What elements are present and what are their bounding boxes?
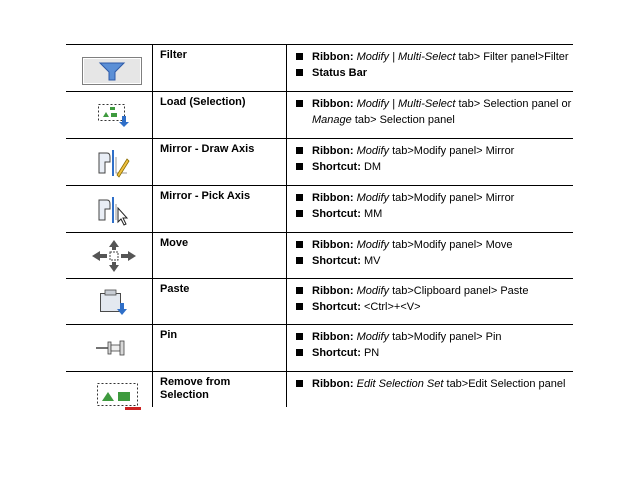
- remove-from-selection-icon: [66, 372, 152, 407]
- move-icon: [66, 233, 152, 278]
- command-locations: [294, 143, 574, 175]
- command-name: Filter: [160, 49, 187, 61]
- ribbon-bullet: Ribbon: Edit Selection Set tab>Edit Selection panel: [294, 376, 574, 392]
- ribbon-bullet: Ribbon: Modify tab>Clipboard panel> Paste: [294, 283, 574, 299]
- table-row-move: [66, 232, 573, 278]
- command-name: Mirror - Draw Axis: [160, 143, 255, 155]
- command-name: Mirror - Pick Axis: [160, 190, 251, 202]
- shortcut-bullet: Shortcut: PN: [294, 345, 574, 361]
- table-row-remove-from-selection: [66, 371, 573, 407]
- command-name: Pin: [160, 329, 178, 341]
- table-row-filter: [66, 44, 573, 91]
- table-row-load-selection: [66, 91, 573, 138]
- command-name: Move: [160, 237, 189, 249]
- ribbon-bullet: Ribbon: Modify tab>Modify panel> Pin: [294, 329, 574, 345]
- pin-icon: [66, 325, 152, 371]
- shortcut-bullet: Shortcut: DM: [294, 159, 574, 175]
- filter-icon: [66, 45, 152, 91]
- shortcut-bullet: Shortcut: MV: [294, 253, 574, 269]
- table-row-mirror-pick-axis: [66, 185, 573, 232]
- command-name: Load (Selection): [160, 96, 246, 108]
- shortcut-bullet: Shortcut: MM: [294, 206, 574, 222]
- command-locations: [294, 190, 574, 222]
- status-bar-bullet: Status Bar: [294, 65, 574, 81]
- ribbon-bullet: Ribbon: Modify tab>Modify panel> Mirror: [294, 190, 574, 206]
- table-row-mirror-draw-axis: [66, 138, 573, 185]
- ribbon-bullet: Ribbon: Modify tab>Modify panel> Move: [294, 237, 574, 253]
- mirror-draw-axis-icon: [66, 139, 152, 185]
- command-locations: [294, 49, 574, 81]
- table-row-paste: [66, 278, 573, 324]
- ribbon-bullet: Ribbon: Modify | Multi-Select tab> Filter panel>Filter: [294, 49, 574, 65]
- load-selection-icon: [66, 92, 152, 138]
- command-locations: [294, 96, 574, 128]
- command-locations: [294, 237, 574, 269]
- command-name: Remove from Selection: [160, 376, 231, 401]
- ribbon-bullet: Ribbon: Modify tab>Modify panel> Mirror: [294, 143, 574, 159]
- ribbon-bullet: Ribbon: Modify | Multi-Select tab> Selection panel or Manage tab> Selection panel: [294, 96, 574, 128]
- command-locations: [294, 283, 574, 315]
- shortcut-bullet: Shortcut: <Ctrl>+<V>: [294, 299, 574, 315]
- command-name: Paste: [160, 283, 190, 295]
- mirror-pick-axis-icon: [66, 186, 152, 232]
- table-row-pin: [66, 324, 573, 371]
- command-locations: [294, 329, 574, 361]
- command-locations: [294, 376, 574, 392]
- paste-icon: [66, 279, 152, 324]
- command-table: [66, 44, 573, 407]
